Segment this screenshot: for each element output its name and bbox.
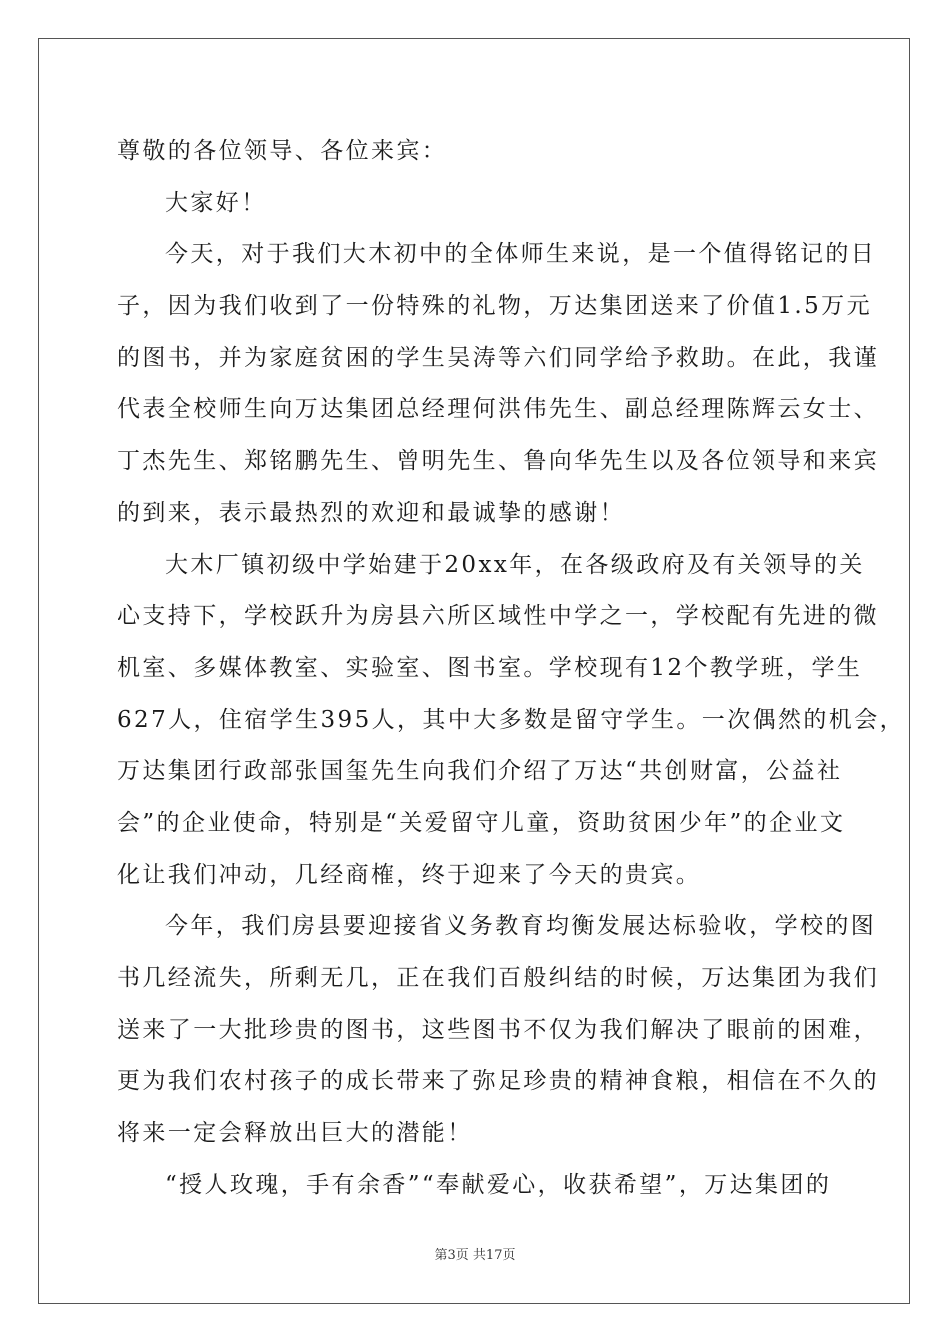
- text-line: 书几经流失，所剩无几，正在我们百般纠结的时候，万达集团为我们: [117, 965, 879, 991]
- greeting-line: 大家好！: [165, 189, 267, 216]
- text-line: 会”的企业使命，特别是“关爱留守儿童，资助贫困少年”的企业文: [117, 809, 846, 836]
- text-line: 化让我们冲动，几经商榷，终于迎来了今天的贵宾。: [117, 861, 702, 888]
- text-line: 机室、多媒体教室、实验室、图书室。学校现有12个教学班，学生: [117, 654, 863, 681]
- text-line: 大木厂镇初级中学始建于20xx年，在各级政府及有关领导的关: [165, 551, 865, 578]
- text-line: 的到来，表示最热烈的欢迎和最诚挚的感谢！: [117, 499, 625, 526]
- text-line: 心支持下，学校跃升为房县六所区域性中学之一，学校配有先进的微: [117, 603, 879, 630]
- text-line: 627人，住宿学生395人，其中大多数是留守学生。一次偶然的机会，: [117, 706, 905, 733]
- page-number-footer: 第3页 共17页: [434, 1248, 516, 1263]
- text-line: 代表全校师生向万达集团总经理何洪伟先生、副总经理陈辉云女士、: [117, 396, 879, 423]
- text-line: 子，因为我们收到了一份特殊的礼物，万达集团送来了价值1.5万元: [117, 293, 872, 320]
- text-line: 将来一定会释放出巨大的潜能！: [117, 1120, 473, 1147]
- document-body: [117, 126, 905, 1211]
- text-line: 今天，对于我们大木初中的全体师生来说，是一个值得铭记的日: [165, 241, 877, 268]
- text-line: 更为我们农村孩子的成长带来了弥足珍贵的精神食粮，相信在不久的: [117, 1068, 879, 1095]
- text-line: 万达集团行政部张国玺先生向我们介绍了万达“共创财富，公益社: [117, 758, 843, 785]
- salutation-line: 尊敬的各位领导、各位来宾：: [117, 138, 448, 164]
- text-line: 今年，我们房县要迎接省义务教育均衡发展达标验收，学校的图: [165, 913, 877, 940]
- text-line: 丁杰先生、郑铭鹏先生、曾明先生、鲁向华先生以及各位领导和来宾: [117, 448, 879, 475]
- text-line: “授人玫瑰，手有余香”“奉献爱心，收获希望”，万达集团的: [165, 1171, 832, 1198]
- text-line: 送来了一大批珍贵的图书，这些图书不仅为我们解决了眼前的困难，: [117, 1016, 879, 1043]
- text-line: 的图书，并为家庭贫困的学生吴涛等六们同学给予救助。在此，我谨: [117, 344, 879, 371]
